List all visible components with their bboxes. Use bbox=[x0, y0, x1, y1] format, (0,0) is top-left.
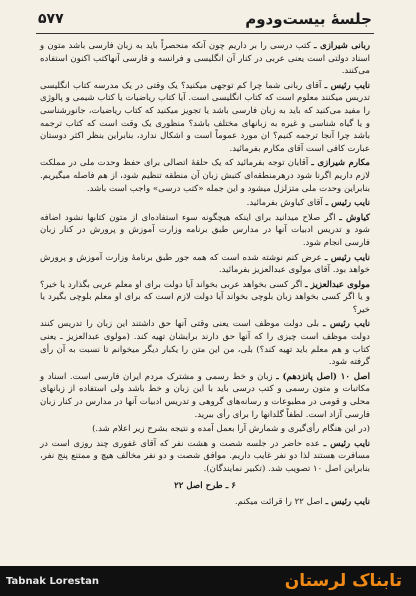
site-label: Tabnak Lorestan bbox=[6, 575, 99, 587]
paragraph bbox=[40, 80, 370, 156]
paragraph bbox=[40, 252, 370, 277]
page-header bbox=[38, 8, 372, 30]
paragraph bbox=[40, 197, 370, 210]
site-logo: تابناک لرستان bbox=[284, 571, 402, 591]
speaker-name: نایب رئیس ـ bbox=[323, 319, 371, 330]
speaker-name: مکارم شیرازی ـ bbox=[311, 158, 370, 169]
paragraph-text: آقای کیاوش بفرمائید. bbox=[246, 198, 323, 209]
paragraph bbox=[40, 212, 370, 250]
speaker-name: مولوی عبدالعزیز ـ bbox=[305, 279, 370, 290]
paragraph-text: آقای ربانی شما چرا کم توجهی میکنید؟ یک وقتی در یک مدرسه کتاب انگلیسی تدریس میکنند معلوم است که کتاب انگلیسی است. آیا کتاب ریاضیات یا کتاب شیمی و پالوژی را مفید می‌کنید که باید به زبان فارسی باشد یا تجویز میکنید که کتاب ریاضیات، جانورشناسی و یا گیاه شناسی و غیره به زبانهای مختلف باشد؟ منظوری یک وقت است که کتاب ترجمه باشد چرا آنجا ترجمه کنیم؟ ان مورد عموماً است و اشکال ندارد، بنابراین بنظر اکثر دوستان عبارت کافی است آقای مکارم بفرمائید. bbox=[40, 80, 370, 154]
paragraph-text: بلی دولت موظف است یعنی وقتی آنها حق داشتند این زبان را تدریس کنند دولت موظف است چیزی را که آنها حق دارند برایشان تهیه کند. (مولوی عبدالعزیز ـ یعنی کتاب و هم معلم باید تهیه کند؟) بلی، من این متن را یکبار دیگر میخوانم تا نسبت به آن رأی گرفته شود. bbox=[40, 319, 370, 368]
paragraph bbox=[40, 318, 370, 368]
paragraph bbox=[40, 423, 370, 436]
paragraph bbox=[40, 40, 370, 78]
speaker-name: نایب رئیس ـ bbox=[324, 80, 371, 91]
paragraph-text: کتب درسی را بر داریم چون آنکه منحصراً باید به زبان فارسی باشد متون و اسناد دولتی است یعنی عربی در کنار آن انگلیسی و فرانسه و فارسی آنهاکتب اکنون استفاده می‌کنند. bbox=[40, 41, 370, 77]
speaker-name: کیاوش ـ bbox=[339, 212, 371, 223]
paragraph-text: عده حاضر در جلسه شصت و هشت نفر که آقای غفوری چند روزی است در مسافرت هستند لذا دو نفر غایب داریم. موافق شصت و دو نفر مخالف هیچ و ممتنع پنج نفر، بنابراین اصل ۱۰ تصویب شد. (تکبیر نمایندگان). bbox=[40, 438, 370, 474]
page-number: ۵۷۷ bbox=[38, 11, 64, 27]
paragraph bbox=[40, 157, 370, 195]
watermark-bar bbox=[0, 566, 416, 596]
paragraph-text: زبان و خط رسمی و مشترک مردم ایران فارسی است. اسناد و مکاتبات و متون رسمی و کتب درسی باید با این زبان و خط باشد ولی استفاده از زبانهای محلی و قومی در مطبوعات و رسانه‌های گروهی و تدریس ادبیات آنها در مدارس در کنار زبان فارسی آزاد است. لطفاً گلدانها را برای رأی ببرید. bbox=[40, 371, 370, 420]
speaker-name: نایب رئیس ـ bbox=[323, 438, 371, 449]
paragraph-text: آقایان توجه بفرمائید که یک حلقهٔ اتصالی برای حفظ وحدت ملی در مملکت لازم داریم اگرنا شود درهرمنطقه‌ای کتبش زبان آن منطقه تنظیم شود، از هم فاصله میگیریم. بنابراین وحدت ملی متزلزل میشود و این جمله «کتب درسی» واجب است باشد. bbox=[40, 158, 370, 194]
paragraph bbox=[40, 371, 370, 421]
paragraph bbox=[40, 496, 370, 509]
speaker-name: نایب رئیس ـ bbox=[324, 252, 371, 263]
header-title: جلسهٔ بیست‌ودوم bbox=[245, 10, 372, 28]
paragraph-text: عرض کنم نوشته شده است که همه جور طبق برنامهٔ وزارت آموزش و پرورش خواهد بود. آقای مولوی عبدالعزیز بفرمائید. bbox=[40, 252, 370, 276]
article-heading: اصل ۱۰ (اصل پانزدهم) ـ bbox=[276, 371, 370, 382]
speaker-name: نایب رئیس ـ bbox=[325, 198, 370, 209]
paragraph bbox=[40, 438, 370, 476]
speaker-name: ربانی شیرازی ـ bbox=[313, 41, 370, 51]
paragraph-text: اصل ۲۲ را قرائت میکنم. bbox=[234, 497, 323, 508]
paragraph bbox=[40, 279, 370, 317]
paragraph-text: (در این هنگام رأی‌گیری و شمارش آرا بعمل آمده و نتیجه بشرح زیر اعلام شد.) bbox=[92, 424, 370, 435]
section-heading: ۶ ـ طرح اصل ۲۲ bbox=[174, 480, 236, 491]
header-rule bbox=[36, 33, 374, 34]
paragraph-text: اگر صلاح میدانید برای اینکه هیچگونه سوء استفاده‌ای از متون کتابها نشود اضافه شود و تدریس ادبیات آنها در مدارس طبق برنامه وزارت آموزش و پرورش در کنار زبان فارسی انجام شود. bbox=[40, 212, 370, 248]
speaker-name: نایب رئیس ـ bbox=[325, 497, 370, 508]
paragraph-text: اگر کسی بخواهد عربی بخواند آیا دولت برای او معلم عربی بگذارد یا خیر؟ و یا اگر کسی بخواهد زبان بلوچی بخواند آیا دولت لازم است که برای او معلم بلوچی بگیرد یا خیر؟ bbox=[40, 279, 370, 315]
transcript-body bbox=[40, 40, 370, 511]
